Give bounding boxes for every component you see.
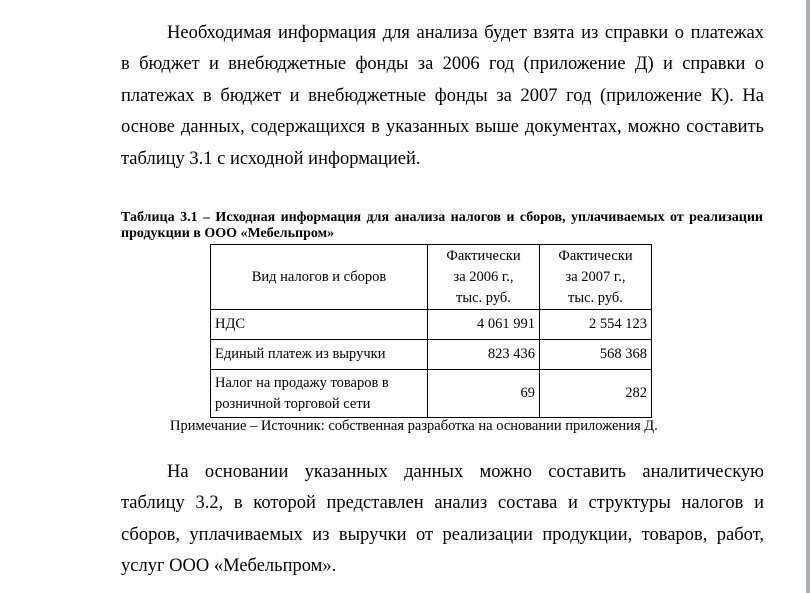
table-note: Примечание – Источник: собственная разработка на основании приложения Д.	[170, 418, 658, 434]
table-row	[211, 310, 652, 340]
table-row	[211, 370, 652, 418]
window-right-edge	[806, 0, 810, 593]
value-2006-cell: 69	[428, 370, 540, 418]
header-line: за 2007 г.,	[565, 268, 626, 285]
header-line: за 2006 г.,	[453, 268, 514, 285]
header-2007	[540, 245, 652, 310]
intro-paragraph	[121, 18, 764, 175]
paragraph-line: услуг ООО «Мебельпром».	[121, 556, 337, 577]
table-row	[211, 340, 652, 370]
paragraph-line: таблицу 3.1 с исходной информацией.	[121, 148, 421, 169]
header-line: тыс. руб.	[456, 289, 511, 306]
tax-name-cell: НДС	[211, 310, 428, 340]
header-tax-type: Вид налогов и сборов	[211, 245, 428, 310]
value-2007-cell: 2 554 123	[540, 310, 652, 340]
paragraph-line: в бюджет и внебюджетные фонды за 2006 год (приложение Д) и справки о	[121, 54, 764, 75]
paragraph-line: На основании указанных данных можно составить аналитическую	[167, 462, 764, 482]
value-2006-cell: 4 061 991	[428, 310, 540, 340]
header-line: Фактически	[558, 247, 633, 264]
table-caption: Таблица 3.1 – Исходная информация для анализа налогов и сборов, уплачиваемых от реализации продукции в ООО «Мебельпром»	[121, 210, 763, 241]
header-2006	[428, 245, 540, 310]
conclusion-paragraph	[121, 457, 764, 583]
table-header-row	[211, 245, 652, 310]
tax-data-table	[210, 244, 652, 418]
tax-name-cell: Единый платеж из выручки	[211, 340, 428, 370]
value-2007-cell: 282	[540, 370, 652, 418]
paragraph-line: основе данных, содержащихся в указанных выше документах, можно составить	[121, 117, 764, 138]
tax-name-cell: Налог на продажу товаров в розничной торговой сети	[211, 370, 428, 418]
paragraph-line: сборов, уплачиваемых из выручки от реализации продукции, товаров, работ,	[121, 524, 764, 545]
paragraph-line: платежах в бюджет и внебюджетные фонды за 2007 год (приложение К). На	[121, 85, 764, 106]
header-line: тыс. руб.	[568, 289, 623, 306]
paragraph-line: Необходимая информация для анализа будет взята из справки о платежах	[167, 23, 764, 43]
paragraph-line: таблицу 3.2, в которой представлен анализ состава и структуры налогов и	[121, 493, 764, 514]
header-line: Фактически	[446, 247, 521, 264]
value-2007-cell: 568 368	[540, 340, 652, 370]
value-2006-cell: 823 436	[428, 340, 540, 370]
